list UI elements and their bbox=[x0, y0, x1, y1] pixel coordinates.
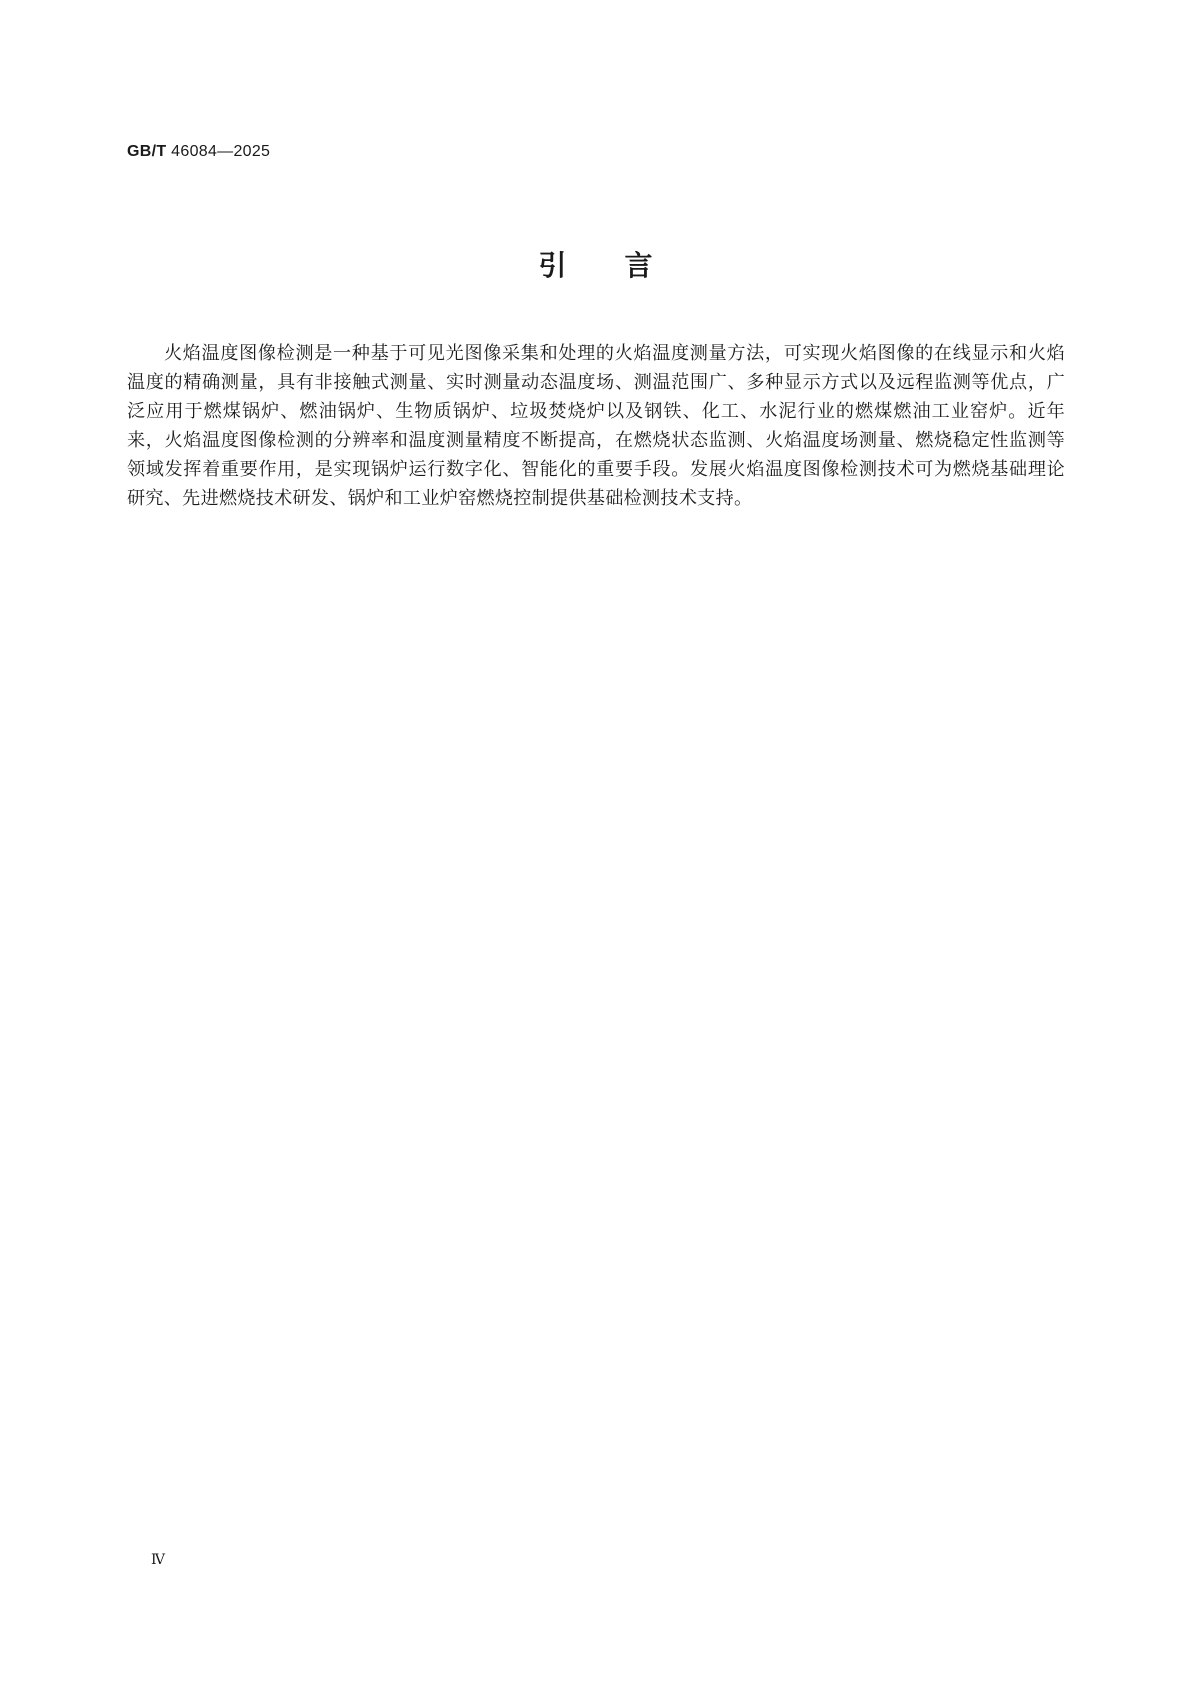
page-number: Ⅳ bbox=[151, 1552, 165, 1568]
section-title: 引言 bbox=[538, 249, 711, 282]
body-text bbox=[127, 339, 1065, 513]
standard-code bbox=[127, 143, 270, 161]
standard-number: 46084—2025 bbox=[171, 143, 271, 160]
standard-prefix: GB/T bbox=[127, 143, 167, 160]
paragraph: 火焰温度图像检测是一种基于可见光图像采集和处理的火焰温度测量方法，可实现火焰图像的在线显示和火焰温度的精确测量，具有非接触式测量、实时测量动态温度场、测温范围广、多种显示方式以及远程监测等优点，广泛应用于燃煤锅炉、燃油锅炉、生物质锅炉、垃圾焚烧炉以及钢铁、化工、水泥行业的燃煤燃油工业窑炉。近年来，火焰温度图像检测的分辨率和温度测量精度不断提高，在燃烧状态监测、火焰温度场测量、燃烧稳定性监测等领域发挥着重要作用，是实现锅炉运行数字化、智能化的重要手段。发展火焰温度图像检测技术可为燃烧基础理论研究、先进燃烧技术研发、锅炉和工业炉窑燃烧控制提供基础检测技术支持。 bbox=[127, 343, 1065, 509]
